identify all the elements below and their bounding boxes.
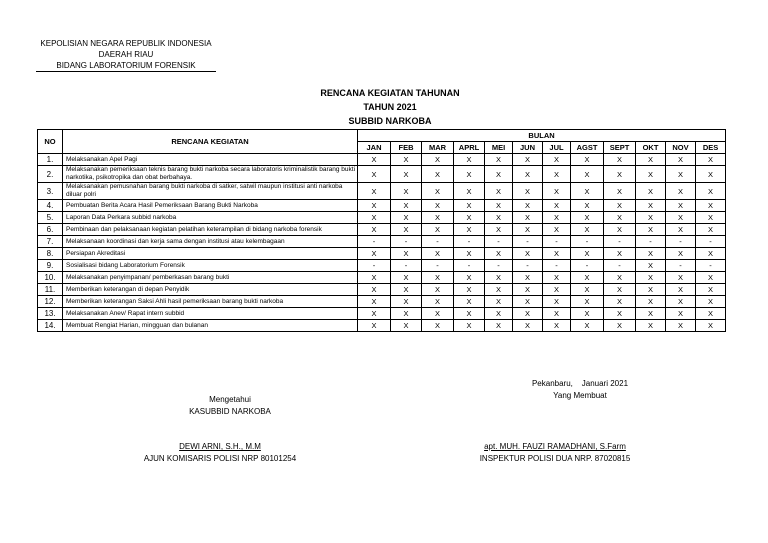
month-header-aprl: APRL <box>454 142 485 154</box>
month-mark-cell: X <box>422 212 454 224</box>
month-mark-cell: X <box>358 320 391 332</box>
month-mark-cell: X <box>696 212 726 224</box>
month-header-jul: JUL <box>543 142 571 154</box>
month-mark-cell: X <box>454 296 485 308</box>
month-mark-cell: X <box>391 183 422 200</box>
month-mark-cell: X <box>485 166 513 183</box>
month-mark-cell: X <box>571 154 604 166</box>
month-mark-cell: X <box>666 296 696 308</box>
month-header-des: DES <box>696 142 726 154</box>
activity-cell: Pembuatan Berita Acara Hasil Pemeriksaan Barang Bukti Narkoba <box>63 200 358 212</box>
month-mark-cell: X <box>513 320 543 332</box>
month-mark-cell: X <box>666 200 696 212</box>
month-mark-cell: X <box>636 166 666 183</box>
right-place-date: Pekanbaru, Januari 2021 <box>531 379 629 388</box>
right-signature-caption <box>505 378 655 402</box>
month-mark-cell: X <box>666 183 696 200</box>
right-signer-name: apt. MUH. FAUZI RAMADHANI, S.Farm <box>484 442 626 451</box>
month-mark-cell: X <box>636 224 666 236</box>
right-signature <box>455 441 655 465</box>
month-mark-cell: X <box>422 296 454 308</box>
month-mark-cell: X <box>422 200 454 212</box>
month-mark-cell: X <box>391 224 422 236</box>
activity-cell: Memberikan keterangan Saksi Ahli hasil pemeriksaan barang bukti narkoba <box>63 296 358 308</box>
title-line-2: TAHUN 2021 <box>363 102 417 112</box>
month-mark-cell: X <box>454 154 485 166</box>
activity-cell: Melaksanakan penyimpanan/ pemberkasan barang bukti <box>63 272 358 284</box>
month-mark-cell: X <box>696 284 726 296</box>
month-mark-cell: X <box>543 284 571 296</box>
month-mark-cell: X <box>513 308 543 320</box>
month-mark-cell: X <box>485 308 513 320</box>
row-number: 14. <box>38 320 63 332</box>
month-mark-cell: - <box>636 236 666 248</box>
month-mark-cell: X <box>571 272 604 284</box>
month-mark-cell: X <box>513 154 543 166</box>
table-row <box>38 200 726 212</box>
row-number: 4. <box>38 200 63 212</box>
month-mark-cell: X <box>454 308 485 320</box>
month-mark-cell: - <box>543 236 571 248</box>
month-mark-cell: X <box>604 248 636 260</box>
right-caption: Yang Membuat <box>553 391 607 400</box>
month-mark-cell: X <box>422 183 454 200</box>
month-mark-cell: X <box>454 284 485 296</box>
table-row <box>38 166 726 183</box>
month-mark-cell: X <box>358 200 391 212</box>
month-mark-cell: X <box>543 166 571 183</box>
month-header-agst: AGST <box>571 142 604 154</box>
month-mark-cell: X <box>571 183 604 200</box>
letterhead <box>36 38 216 72</box>
header-no: NO <box>38 130 63 154</box>
month-mark-cell: X <box>666 248 696 260</box>
document-title <box>260 86 520 128</box>
month-mark-cell: X <box>422 154 454 166</box>
month-mark-cell: X <box>543 248 571 260</box>
activity-cell: Melaksanakan Apel Pagi <box>63 154 358 166</box>
row-number: 13. <box>38 308 63 320</box>
month-mark-cell: X <box>391 308 422 320</box>
month-mark-cell: - <box>543 260 571 272</box>
left-signer-rank: AJUN KOMISARIS POLISI NRP 80101254 <box>143 454 297 463</box>
activity-cell: Melaksanakan pemusnahan barang bukti narkoba di satker, satwil maupun institusi anti narkoba diluar polri <box>63 183 358 200</box>
month-mark-cell: X <box>454 272 485 284</box>
row-number: 2. <box>38 166 63 183</box>
month-mark-cell: X <box>513 183 543 200</box>
month-mark-cell: X <box>666 272 696 284</box>
month-mark-cell: X <box>358 166 391 183</box>
month-mark-cell: X <box>358 296 391 308</box>
month-mark-cell: X <box>358 308 391 320</box>
month-mark-cell: X <box>543 308 571 320</box>
row-number: 9. <box>38 260 63 272</box>
month-mark-cell: X <box>422 272 454 284</box>
title-line-3: SUBBID NARKOBA <box>348 116 432 126</box>
month-mark-cell: X <box>604 212 636 224</box>
month-mark-cell: X <box>571 212 604 224</box>
month-mark-cell: X <box>454 183 485 200</box>
month-mark-cell: X <box>422 166 454 183</box>
activity-cell: Persiapan Akreditasi <box>63 248 358 260</box>
table-row <box>38 236 726 248</box>
month-mark-cell: X <box>358 183 391 200</box>
month-mark-cell: - <box>422 260 454 272</box>
month-mark-cell: X <box>571 200 604 212</box>
activity-cell: Melaksanakan pemeriksaan teknis barang bukti narkoba secara laboratoris kriminalistik barang bukti narkotika, psikotropika dan obat berbahaya. <box>63 166 358 183</box>
activity-cell: Laporan Data Perkara subbid narkoba <box>63 212 358 224</box>
month-mark-cell: - <box>422 236 454 248</box>
month-mark-cell: X <box>454 212 485 224</box>
month-mark-cell: X <box>543 272 571 284</box>
letterhead-line-3: BIDANG LABORATORIUM FORENSIK <box>36 60 216 72</box>
month-mark-cell: X <box>391 296 422 308</box>
month-mark-cell: - <box>454 236 485 248</box>
month-mark-cell: X <box>696 224 726 236</box>
row-number: 3. <box>38 183 63 200</box>
activity-cell: Pembinaan dan pelaksanaan kegiatan pelatihan keterampilan di bidang narkoba forensik <box>63 224 358 236</box>
table-row <box>38 183 726 200</box>
month-mark-cell: X <box>391 272 422 284</box>
month-mark-cell: X <box>666 212 696 224</box>
month-mark-cell: X <box>513 212 543 224</box>
month-mark-cell: - <box>513 260 543 272</box>
table-row <box>38 320 726 332</box>
month-mark-cell: X <box>696 296 726 308</box>
month-mark-cell: X <box>358 272 391 284</box>
month-mark-cell: X <box>513 272 543 284</box>
table-row <box>38 296 726 308</box>
month-mark-cell: X <box>513 284 543 296</box>
month-mark-cell: X <box>543 296 571 308</box>
month-mark-cell: X <box>604 320 636 332</box>
month-mark-cell: X <box>358 154 391 166</box>
month-mark-cell: X <box>358 212 391 224</box>
month-mark-cell: X <box>391 284 422 296</box>
activity-cell: Memberikan keterangan di depan Penyidik <box>63 284 358 296</box>
left-signature-caption <box>160 394 300 418</box>
month-mark-cell: - <box>604 236 636 248</box>
month-mark-cell: X <box>543 154 571 166</box>
month-mark-cell: X <box>571 320 604 332</box>
letterhead-line-1: KEPOLISIAN NEGARA REPUBLIK INDONESIA <box>40 39 212 48</box>
month-mark-cell: X <box>636 284 666 296</box>
month-mark-cell: X <box>485 154 513 166</box>
month-mark-cell: X <box>543 200 571 212</box>
month-mark-cell: X <box>636 296 666 308</box>
month-mark-cell: X <box>666 284 696 296</box>
month-mark-cell: - <box>358 260 391 272</box>
month-mark-cell: X <box>422 224 454 236</box>
month-mark-cell: X <box>604 272 636 284</box>
month-mark-cell: X <box>604 154 636 166</box>
month-mark-cell: X <box>571 166 604 183</box>
month-mark-cell: X <box>604 284 636 296</box>
table-row <box>38 224 726 236</box>
month-mark-cell: X <box>454 166 485 183</box>
month-mark-cell: X <box>391 200 422 212</box>
month-mark-cell: X <box>422 308 454 320</box>
letterhead-line-2: DAERAH RIAU <box>98 50 154 59</box>
month-header-sept: SEPT <box>604 142 636 154</box>
header-activity: RENCANA KEGIATAN <box>63 130 358 154</box>
month-mark-cell: - <box>485 236 513 248</box>
month-mark-cell: X <box>513 200 543 212</box>
month-mark-cell: X <box>485 183 513 200</box>
month-mark-cell: X <box>696 154 726 166</box>
month-mark-cell: X <box>696 272 726 284</box>
month-mark-cell: X <box>485 224 513 236</box>
month-mark-cell: - <box>391 236 422 248</box>
month-mark-cell: X <box>358 248 391 260</box>
month-mark-cell: X <box>636 320 666 332</box>
month-mark-cell: X <box>391 212 422 224</box>
row-number: 11. <box>38 284 63 296</box>
month-mark-cell: X <box>696 308 726 320</box>
month-mark-cell: X <box>696 200 726 212</box>
row-number: 7. <box>38 236 63 248</box>
month-mark-cell: X <box>485 272 513 284</box>
month-mark-cell: X <box>422 320 454 332</box>
month-mark-cell: X <box>485 284 513 296</box>
month-mark-cell: X <box>666 308 696 320</box>
month-header-jan: JAN <box>358 142 391 154</box>
month-mark-cell: - <box>604 260 636 272</box>
month-mark-cell: X <box>666 154 696 166</box>
month-mark-cell: X <box>571 224 604 236</box>
month-mark-cell: - <box>358 236 391 248</box>
month-mark-cell: - <box>666 236 696 248</box>
month-mark-cell: X <box>513 166 543 183</box>
month-mark-cell: X <box>485 248 513 260</box>
left-signature <box>120 441 320 465</box>
row-number: 12. <box>38 296 63 308</box>
month-mark-cell: X <box>485 212 513 224</box>
month-mark-cell: X <box>636 260 666 272</box>
month-mark-cell: X <box>391 166 422 183</box>
month-mark-cell: X <box>543 183 571 200</box>
left-signer-name: DEWI ARNI, S.H., M.M <box>179 442 261 451</box>
month-mark-cell: X <box>358 224 391 236</box>
month-mark-cell: X <box>604 308 636 320</box>
month-mark-cell: - <box>696 260 726 272</box>
activity-cell: Sosialisasi bidang Laboratorium Forensik <box>63 260 358 272</box>
month-mark-cell: - <box>696 236 726 248</box>
row-number: 10. <box>38 272 63 284</box>
month-mark-cell: X <box>696 166 726 183</box>
month-mark-cell: X <box>485 296 513 308</box>
month-mark-cell: X <box>543 320 571 332</box>
month-mark-cell: X <box>604 296 636 308</box>
row-number: 5. <box>38 212 63 224</box>
month-mark-cell: X <box>358 284 391 296</box>
table-body <box>38 154 726 332</box>
month-mark-cell: X <box>636 248 666 260</box>
month-mark-cell: X <box>513 224 543 236</box>
month-mark-cell: X <box>666 224 696 236</box>
table-row <box>38 212 726 224</box>
month-mark-cell: - <box>391 260 422 272</box>
month-mark-cell: X <box>636 183 666 200</box>
month-mark-cell: X <box>604 166 636 183</box>
month-mark-cell: X <box>391 248 422 260</box>
month-mark-cell: X <box>604 200 636 212</box>
month-header-mar: MAR <box>422 142 454 154</box>
month-mark-cell: X <box>513 296 543 308</box>
month-mark-cell: X <box>571 284 604 296</box>
row-number: 1. <box>38 154 63 166</box>
month-header-jun: JUN <box>513 142 543 154</box>
month-mark-cell: - <box>571 260 604 272</box>
month-mark-cell: X <box>636 212 666 224</box>
month-mark-cell: X <box>604 183 636 200</box>
activity-cell: Melaksanaan koordinasi dan kerja sama dengan institusi atau kelembagaan <box>63 236 358 248</box>
right-signer-rank: INSPEKTUR POLISI DUA NRP. 87020815 <box>479 454 631 463</box>
month-mark-cell: X <box>696 248 726 260</box>
month-mark-cell: X <box>485 320 513 332</box>
table-row <box>38 272 726 284</box>
month-mark-cell: X <box>636 154 666 166</box>
month-mark-cell: X <box>571 248 604 260</box>
activity-cell: Melaksanakan Anev/ Rapat intern subbid <box>63 308 358 320</box>
month-mark-cell: X <box>454 224 485 236</box>
month-header-nov: NOV <box>666 142 696 154</box>
month-mark-cell: X <box>666 166 696 183</box>
month-header-feb: FEB <box>391 142 422 154</box>
month-mark-cell: X <box>543 224 571 236</box>
table-row <box>38 154 726 166</box>
left-caption-2: KASUBBID NARKOBA <box>189 407 271 416</box>
month-mark-cell: X <box>666 320 696 332</box>
row-number: 8. <box>38 248 63 260</box>
month-mark-cell: - <box>485 260 513 272</box>
activity-table <box>37 129 726 332</box>
month-mark-cell: X <box>391 154 422 166</box>
month-mark-cell: - <box>454 260 485 272</box>
month-mark-cell: X <box>543 212 571 224</box>
row-number: 6. <box>38 224 63 236</box>
activity-cell: Membuat Rengiat Harian, mingguan dan bulanan <box>63 320 358 332</box>
header-month-group: BULAN <box>358 130 726 142</box>
month-mark-cell: X <box>636 200 666 212</box>
table-row <box>38 308 726 320</box>
month-header-mei: MEI <box>485 142 513 154</box>
month-mark-cell: - <box>571 236 604 248</box>
month-mark-cell: X <box>454 200 485 212</box>
month-mark-cell: X <box>636 308 666 320</box>
table-row <box>38 284 726 296</box>
month-mark-cell: - <box>666 260 696 272</box>
month-mark-cell: X <box>696 320 726 332</box>
month-mark-cell: X <box>454 320 485 332</box>
month-mark-cell: X <box>571 308 604 320</box>
month-mark-cell: X <box>391 320 422 332</box>
month-mark-cell: X <box>636 272 666 284</box>
left-caption-1: Mengetahui <box>209 395 251 404</box>
month-mark-cell: X <box>454 248 485 260</box>
table-row <box>38 260 726 272</box>
month-mark-cell: X <box>571 296 604 308</box>
month-mark-cell: X <box>485 200 513 212</box>
month-mark-cell: X <box>422 284 454 296</box>
month-header-okt: OKT <box>636 142 666 154</box>
month-mark-cell: X <box>604 224 636 236</box>
month-mark-cell: X <box>422 248 454 260</box>
title-line-1: RENCANA KEGIATAN TAHUNAN <box>320 88 460 98</box>
month-mark-cell: X <box>696 183 726 200</box>
month-mark-cell: - <box>513 236 543 248</box>
table-row <box>38 248 726 260</box>
month-mark-cell: X <box>513 248 543 260</box>
